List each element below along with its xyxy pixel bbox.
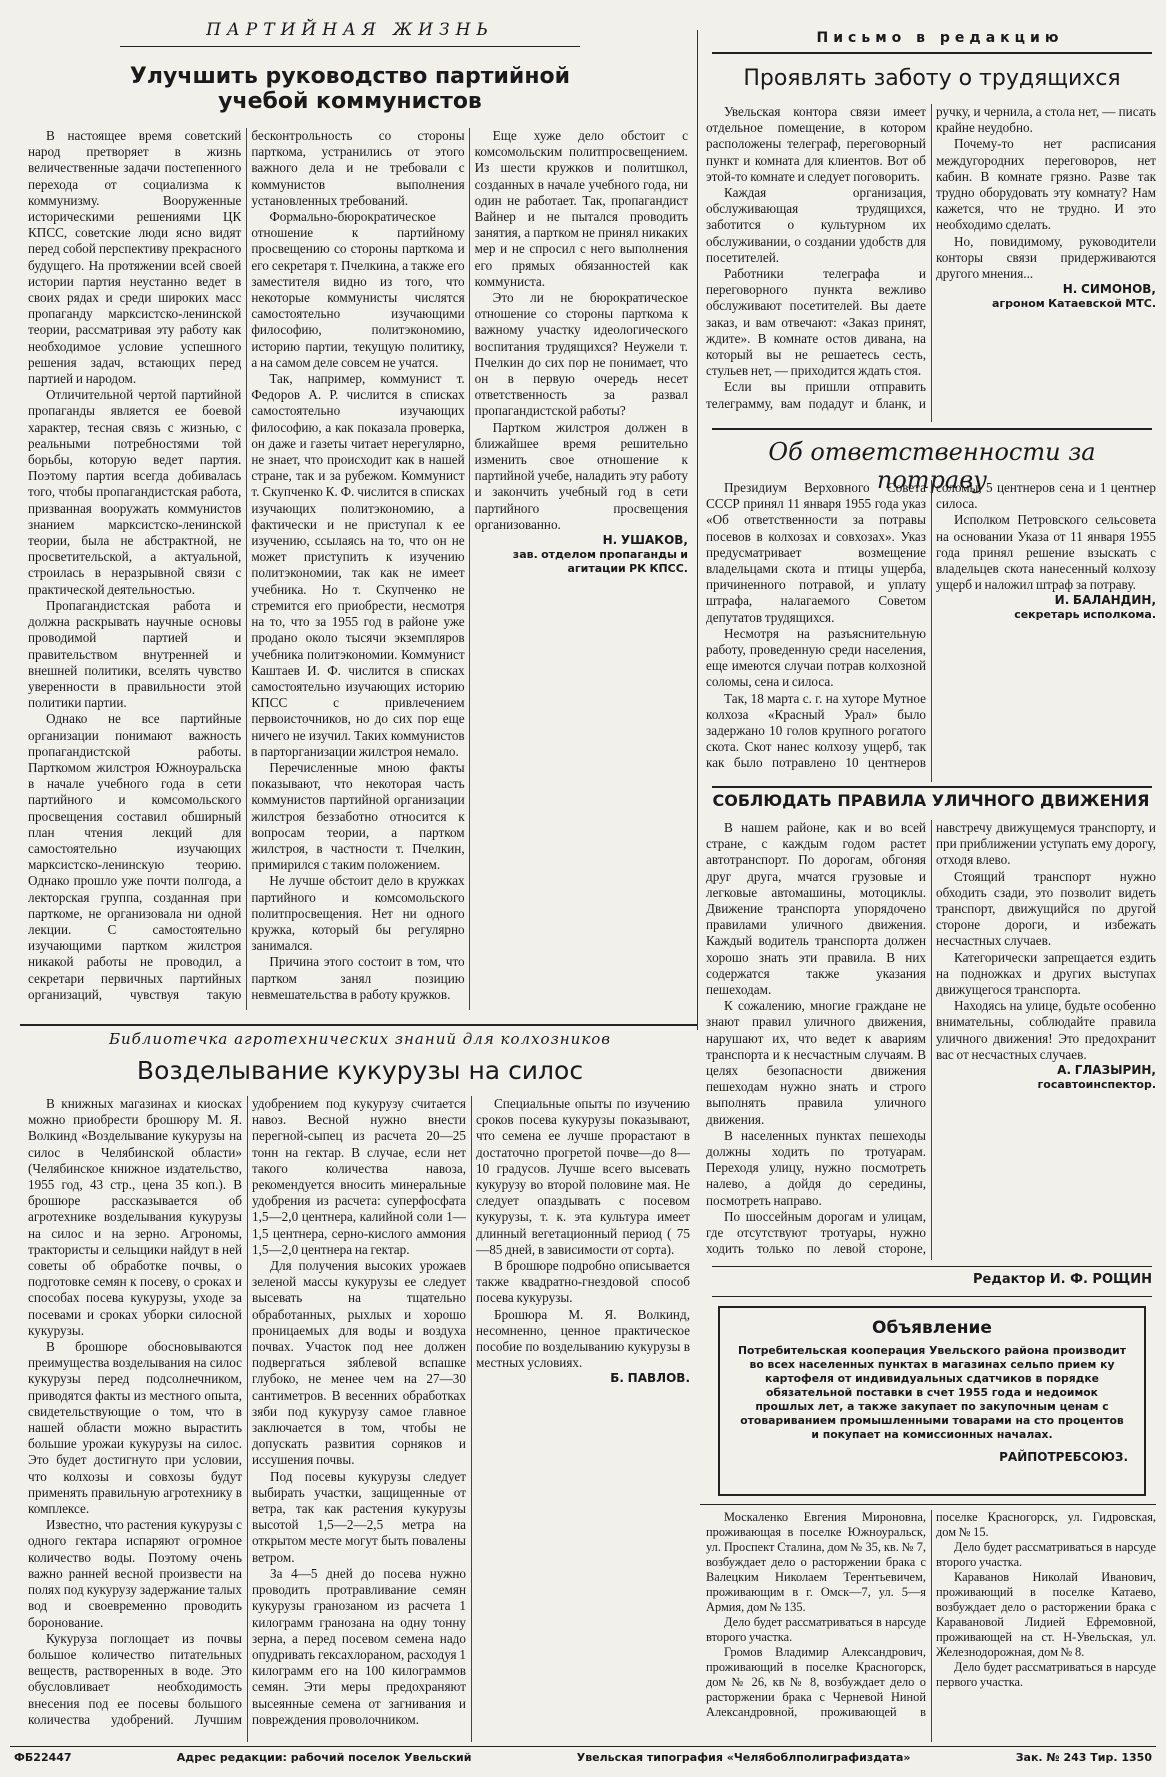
announcement-signature: РАЙПОТРЕБСОЮЗ. [999, 1450, 1128, 1464]
party-headline-line1: Улучшить руководство партийной [129, 64, 571, 89]
corn-paragraph: В книжных магазинах и киосках можно приобрести брошюру М. Я. Волкинд «Возделывание кукурузы на силос в Челябинской области» (Челябинское книжное издательство, 1955 год, 43 стр., цена 35 коп.). В брошюре рассказывается об агротехнике возделывания кукурузы на силос и на зерно. Агрономы, трактористы и сельщики найдут в ней советы об обработке почвы, о подготовке семян к посеву, о сроках и способах посева кукурузы, уходе за посевами и сроках уборки силосной кукурузы. [28, 1096, 242, 1338]
announcement-text: Потребительская кооперация Увельского района производит во всех населенных пунктах в магазинах сельпо прием ку картофеля от индивидуальных сдатчиков в порядке обязательной поставки в счет 1955 года и недоимок прошлых лет, а также закупает по закупочным ценам с отовариванием промышленными товарами на сто процентов и покупает на комиссионных началах. [737, 1344, 1127, 1441]
party-paragraph: Так, например, коммунист т. Федоров А. Р. числится в списках самостоятельно изучающих философию, а как показала проверка, он даже и газеты читает нерегулярно, не знает, что происходит как в нашей стране, так и за рубежом. Коммунист т. Скупченко К. Ф. числится в списках изучающих политэкономию, а фактически и не приступал к ее изучению, ссылаясь на то, что он не может приступить к изучению политэкономии, так как не имеет учебника. Но т. Скупченко не стремится его приобрести, несмотря на то, что за 1955 год в районе уже продано около тысячи экземпляров учебника политэкономии. Коммунист Каштаев И. Ф. числится в списках самостоятельно изучающих историю КПСС с привлечением первоисточников, но до сих пор еще ничего не изучил. Таких коммунистов в парторганизации жилстроя немало. [251, 371, 465, 759]
editor-line: Редактор И. Ф. РОЩИН [972, 1272, 1152, 1287]
footer-printer: Увельская типография «Челябоблполиграфиздата» [576, 1751, 911, 1764]
letter-paragraph: Каждая организация, обслуживающая трудящихся, заботится о культурном их обслуживании, о создании удобств для посетителей. [706, 185, 926, 265]
party-paragraph: Причина этого состоит в том, что партком занял позицию невмешательства в работу кружков. [251, 954, 465, 1002]
corn-headline: Возделывание кукурузы на силос [136, 1056, 584, 1085]
letter-paragraph: Если вы пришли отправить телеграмму, вам подадут и бланк, и ручку, и чернила, а стола нет, — писать крайне неудобно. [706, 104, 1156, 411]
corn-paragraph: Брошюра М. Я. Волкинд, несомненно, ценное практическое пособие по возделыванию кукурузы в местных условиях. [476, 1306, 690, 1371]
divorce-notice: Громов Владимир Александрович, проживающий в поселке Красногорск, дом № 26, кв № 8, возбуждает дело о расторжении брака с Черневой Ниной Александровной, проживающей в поселке Красногорск, ул. Гидровская, дом № 15. [706, 1510, 1156, 1719]
party-signature-role-2: агитации РК КПСС. [567, 562, 688, 576]
corn-rubric: Библиотечка агротехнических знаний для колхозников [108, 1030, 612, 1048]
party-paragraph: Пропагандистская работа и должна раскрывать научные основы проводимой партией и правительством внутренней и внешней политики, вселять чувство уверенности в правильности этой политики партии. [28, 597, 242, 711]
letter-paragraph: Но, повидимому, руководители конторы связи придерживаются другого мнения... [936, 233, 1156, 282]
party-paragraph: Однако не все партийные организации понимают важность пропагандистской работы. Парткомом жилстроя Южноуральска в начале учебного года в сети партийного и комсомольского просвещения составил обширный план чтения лекций для самостоятельно изучающих марксистско-ленинскую теорию. Однако прошло уже почти полгода, а лекторская группа, созданная при парткоме, не организовала ни одной лекции. С самостоятельно изучающими партком жилстроя никакой работы не проводил, а секретари первичных партийных организаций, чувствуя такую бесконтрольность со стороны парткома, устранились от этого важного дела и не требовали с коммунистов выполнения установленных требований. [28, 128, 465, 1002]
party-paragraph: Не лучше обстоит дело в кружках партийного и комсомольского политпросвещения. Нет ни одного кружка, который бы регулярно занимался. [251, 873, 465, 954]
letter-paragraph: Работники телеграфа и переговорного пункта вежливо обслуживают посетителей. Вы даете заказ, и вам отвечают: «Заказ принят, ждите». В комнате остов дивана, на который вы не решаетесь сесть, стульев нет, — приходится ждать стоя. [706, 266, 926, 379]
footer [10, 1746, 1156, 1768]
party-paragraph: Это ли не бюрократическое отношение со стороны парткома к важному участку идеологического воспитания трудящихся? Неужели т. Пчелкин до сих пор не понимает, что он в первую очередь несет ответственность за развал пропагандистской работы? [474, 290, 688, 419]
announcement-box [718, 1306, 1146, 1496]
letter-signature-role: агроном Катаевской МТС. [992, 297, 1156, 311]
letter-body [706, 104, 1156, 422]
party-article-body [28, 128, 688, 1010]
traffic-body [706, 820, 1156, 1260]
corn-paragraph: За 4—5 дней до посева нужно проводить протравливание семян кукурузы гранозаном из расчета 1 килограмм гранозана на одну тонну зерна, а перед посевом семена надо опудривать гексахлораном, расходуя 1 килограмм его на 100 килограммов семян. Эти меры предохраняют высеянные семена от загнивания и повреждения проволочником. [252, 1565, 466, 1727]
traffic-paragraph: В населенных пунктах пешеходы должны ходить по тротуарам. Переходя улицу, нужно посмотреть налево, а дойдя до середины, посмотреть направо. [706, 1127, 926, 1208]
traffic-paragraph: К сожалению, многие граждане не знают правил уличного движения, нарушают их, что ведет к авариям транспорта и к несчастным случаям. В целях безопасности движения пешеходам нужно знать и строго выполнять правила уличного движения. [706, 998, 926, 1127]
party-headline [80, 64, 620, 122]
traffic-signature: А. ГЛАЗЫРИН, [1057, 1063, 1156, 1078]
party-paragraph: Перечисленные мною факты показывают, что некоторая часть коммунистов партийной организации жилстроя беззаботно относится к вопросам теории, а партком жилстроя, в частности т. Пчелкин, примирился с таким положением. [251, 759, 465, 873]
traffic-paragraph: Категорически запрещается ездить на подножках и других выступах движущегося транспорта. [936, 949, 1156, 998]
party-paragraph: Еще хуже дело обстоит с комсомольским политпросвещением. Из шести кружков и политшкол, созданных в начале учебного года, ни один не работает. Так, пропагандист Вайнер и не пытался проводить занятия, а партком не принял никаких мер и не спросил с него выполнения его прямых обязанностей как коммуниста. [474, 128, 688, 289]
traffic-paragraph: В нашем районе, как и во всей стране, с каждым годом растет автотранспорт. По дорогам, обгоняя друг друга, мчатся грузовые и легковые автомашины, мотоциклы. Движение транспорта упорядочено правилами уличного движения. Каждый водитель транспорта должен хорошо знать эти правила. В них содержатся также указания пешеходам. [706, 820, 926, 998]
letter-paragraph: Увельская контора связи имеет отдельное помещение, в котором расположены телеграф, переговорный пункт и комната для клиентов. Вот об этой-то комнате и следует поговорить. [706, 104, 926, 184]
party-paragraph: В настоящее время советский народ претворяет в жизнь величественные задачи постепенного перехода от социализма к коммунизму. Вооруженные историческими решениями ЦК КПСС, советские люди ясно видят перед собой перспективу прекрасного будущего. На протяжении всей своей истории партия неустанно ведет в своих рядах и среди широких масс пропаганду марксистско-ленинской теории, рассматривая эту работу как необходимое условие успешного решения задач, встающих перед партией и народом. [28, 128, 242, 387]
damage-paragraph: Президиум Верховного Совета СССР принял 11 января 1955 года указ «Об ответственности за потравы посевов в колхозах и совхозах». Указ предусматривает возмещение владельцами скота и птицы ущерба, причиненного потравой, и уплату штрафа, налагаемого Советом депутатов трудящихся. [706, 480, 926, 625]
traffic-paragraph: По шоссейным дорогам и улицам, где отсутствуют тротуары, нужно ходить только по левой стороне, навстречу движущемуся транспорту, и при приближении уступать ему дорогу, отходя влево. [706, 820, 1156, 1257]
letter-rubric: Письмо в редакцию [816, 30, 1064, 46]
letter-signature: Н. СИМОНОВ, [1062, 282, 1156, 297]
divorce-notices [706, 1510, 1156, 1742]
divorce-notice: Караванов Николай Иванович, проживающий в поселке Катаево, возбуждает дело о расторжении брака с Каравановой Лидией Ефремовной, проживающей на ст. Н-Увельская, ул. Железнодорожная, дом № 8. [936, 1570, 1156, 1659]
damage-body [706, 480, 1156, 782]
corn-paragraph: Под посевы кукурузы следует выбирать участки, защищенные от ветра, так как растения кукурузы высотой 1,5—2—2,5 метра на открытом месте могут быть повалены ветром. [252, 1468, 466, 1565]
party-signature: Н. УШАКОВ, [602, 533, 688, 548]
letter-paragraph: Почему-то нет расписания междугородних переговоров, нет кабин. В комнате грязно. Разве так трудно оборудовать эту комнату? Нам кажется, что не трудно. И это необходимо сделать. [936, 136, 1156, 233]
divorce-notice-court: Дело будет рассматриваться в нарсуде второго участка. [936, 1540, 1156, 1569]
corn-paragraph: Кукуруза поглощает из почвы большое количество питательных веществ, растворенных в воде. Это обусловливает необходимость внесения под ее посевы большого количества удобрений. Лучшим удобрением под кукурузу считается навоз. Весной нужно внести перегной-сыпец из расчета 20—25 тонн на гектар. В случае, если нет такого количества навоза, рекомендуется вносить минеральные удобрения из расчета: суперфосфата 1,5—2,0 центнера, калийной соли 1—1,5 центнера, серно-кислого аммония 1,5—2,0 центнера на гектар. [28, 1096, 466, 1727]
damage-paragraph: Так, 18 марта с. г. на хуторе Мутное колхоза «Красный Урал» было задержано 10 голов крупного рогатого скота. Скот нанес колхозу ущерб, так как было потравлено 10 центнеров соломы, 5 центнеров сена и 1 центнер силоса. [706, 480, 1156, 771]
corn-paragraph: В брошюре обосновываются преимущества возделывания на силос кукурузы перед подсолнечником, приводятся факты из местного опыта, свидетельствующие о том, что в нашей области можно вырастить большие урожаи кукурузы на силос. Это будет достигнуто при условии, что колхозы и совхозы будут применять правильную агротехнику в комплексе. [28, 1339, 242, 1517]
footer-order: Зак. № 243 Тир. 1350 [1015, 1751, 1152, 1764]
party-paragraph: Партком жилстроя должен в ближайшее время решительно изменить свое отношение к партийной учебе, наладить эту работу и закончить учебный год в сети партийного просвещения организованно. [474, 419, 688, 532]
damage-signature-role: секретарь исполкома. [1014, 608, 1156, 622]
damage-signature: И. БАЛАНДИН, [1054, 593, 1156, 608]
footer-address: Адрес редакции: рабочий поселок Увельский [176, 1751, 472, 1764]
party-headline-line2: учебой коммунистов [218, 89, 482, 115]
party-signature-role-1: зав. отделом пропаганды и [512, 548, 688, 562]
divorce-notice-court: Дело будет рассматриваться в нарсуде второго участка. [706, 1615, 926, 1644]
corn-body [28, 1096, 690, 1742]
damage-paragraph: Несмотря на разъяснительную работу, проведенную среди населения, еще имеются случаи потрав колхозной соломы, сена и силоса. [706, 625, 926, 690]
party-paragraph: Отличительной чертой партийной пропаганды является ее боевой характер, тесная связь с жизнью, с реальными потребностями той борьбы, которую ведет партия. Поэтому партия всегда добивалась того, чтобы пропагандистская работа, призванная вооружать коммунистов знанием марксистско-ленинской теории, была не абстрактной, не просветительской, а актуальной, строилась в неразрывной связи с практической деятельностью. [28, 387, 242, 597]
corn-paragraph: Специальные опыты по изучению сроков посева кукурузы показывают, что семена ее лучше прорастают в достаточно прогретой почве—до 8—10 градусов. Лучше всего высевать кукурузу во второй половине мая. Не следует опаздывать с посевом кукурузы, т. к. эта культура имеет длинный вегетационный период ( 75—85 дней, в зависимости от сорта). [476, 1096, 690, 1257]
divorce-notice: Москаленко Евгения Мироновна, проживающая в поселке Южноуральск, ул. Проспект Сталина, дом № 35, кв. № 7, возбуждает дело о расторжении брака с Валецким Николаем Терентьевичем, проживающим в г. Омск—7, ул. 5—я Армия, дом № 135. [706, 1510, 926, 1614]
damage-paragraph: Исполком Петровского сельсовета на основании Указа от 11 января 1955 года принял решение взыскать с владельцев скота нанесенный колхозу ущерб и наложил штраф за потраву. [936, 512, 1156, 593]
footer-code: ФБ22447 [14, 1751, 72, 1764]
traffic-signature-role: госавтоинспектор. [1037, 1078, 1156, 1092]
letter-headline: Проявлять заботу о трудящихся [743, 66, 1121, 91]
corn-paragraph: Для получения высоких урожаев зеленой массы кукурузы ее следует высевать на тщательно обработанных, рыхлых и хорошо проницаемых для воды и воздуха почвах. Участок под нее должен подвергаться зяблевой вспашке глубоко, не менее чем на 27—30 сантиметров. В весенних обработках зяби под кукурузу самое главное заключается в том, чтобы не допускать развития сорняков и иссушения почвы. [252, 1258, 466, 1468]
corn-signature: Б. ПАВЛОВ. [610, 1371, 690, 1386]
traffic-headline: СОБЛЮДАТЬ ПРАВИЛА УЛИЧНОГО ДВИЖЕНИЯ [712, 791, 1150, 810]
traffic-paragraph: Находясь на улице, будьте особенно внимательны, соблюдайте правила уличного движения! Это предохранит вас от несчастных случаев. [936, 998, 1156, 1062]
damage-headline: Об ответственности за потраву [768, 438, 1096, 494]
traffic-paragraph: Стоящий транспорт нужно обходить сзади, это позволит видеть транспорт, движущийся по другой стороне дороги, и избежать несчастных случаев. [936, 868, 1156, 949]
corn-paragraph: В брошюре подробно описывается также квадратно-гнездовой способ посева кукурузы. [476, 1258, 690, 1306]
announcement-title: Объявление [872, 1318, 992, 1338]
corn-paragraph: Известно, что растения кукурузы с одного гектара испаряют огромное количество воды. Поэтому очень важно ранней весной произвести на полях под кукурузу задержание талых вод и своевременно проводить боронование. [28, 1517, 242, 1630]
divorce-notice-court: Дело будет рассматриваться в нарсуде первого участка. [936, 1660, 1156, 1689]
party-rubric: ПАРТИЙНАЯ ЖИЗНЬ [206, 20, 494, 40]
party-paragraph: Формально-бюрократическое отношение к партийному просвещению со стороны парткома и его секретаря т. Пчелкина, а также его заместителя видно из того, что некоторые коммунисты числятся самостоятельно изучающими философию, политэкономию, историю партии, текущую политику, а на самом деле совсем не учатся. [251, 209, 465, 370]
